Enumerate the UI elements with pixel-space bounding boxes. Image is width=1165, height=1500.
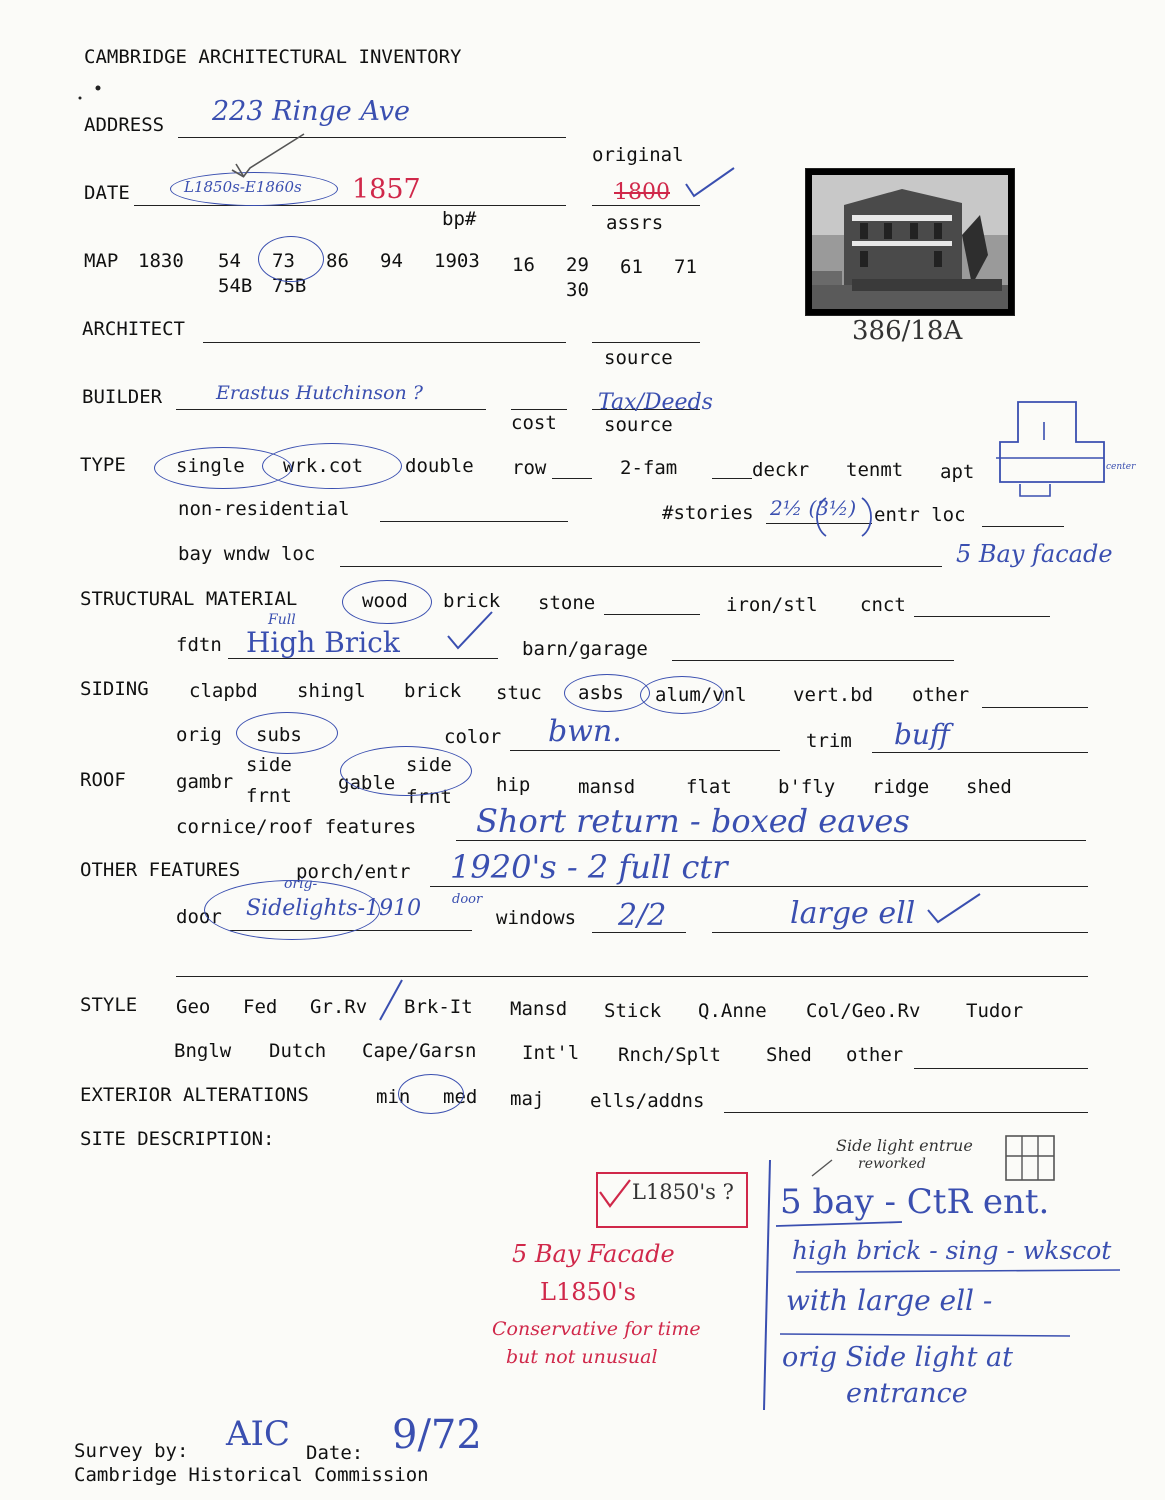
row-line	[552, 478, 592, 479]
trim-line	[872, 752, 1088, 753]
type-label: TYPE	[80, 454, 126, 476]
map-94: 94	[380, 250, 403, 272]
hw-windows-extra: large ell	[790, 896, 916, 931]
source2-label: source	[604, 414, 673, 436]
hw-address: 223 Ringe Ave	[212, 96, 410, 127]
struct-cnct: cnct	[860, 594, 906, 616]
style-other-line	[914, 1068, 1088, 1069]
date-label: DATE	[84, 182, 130, 204]
hw-fdtn-full: Full	[268, 612, 296, 628]
map-1830: 1830	[138, 250, 184, 272]
style-fed: Fed	[243, 996, 278, 1018]
style-geo: Geo	[176, 996, 211, 1018]
hw-door-orig: orig-	[284, 876, 318, 892]
survey-date-label: Date:	[306, 1442, 364, 1464]
type-apt: apt	[940, 461, 975, 483]
architect-line	[203, 342, 566, 343]
site-label: SITE DESCRIPTION:	[80, 1128, 275, 1150]
porch-line	[430, 886, 1088, 887]
map-54: 54	[218, 250, 241, 272]
struct-stone: stone	[538, 592, 596, 614]
style-brkit: Brk-It	[404, 996, 473, 1018]
subs-label: subs	[256, 724, 302, 746]
architect-label: ARCHITECT	[82, 318, 185, 340]
cornice-label: cornice/roof features	[176, 816, 417, 838]
style-tudor: Tudor	[966, 1000, 1024, 1022]
siding-vert: vert.bd	[793, 684, 874, 706]
style-dutch: Dutch	[269, 1040, 327, 1062]
source-label: source	[604, 347, 673, 369]
red-note-4: but not unusual	[506, 1346, 658, 1368]
blue-note-3: with large ell -	[786, 1284, 993, 1317]
trim-label: trim	[806, 730, 852, 752]
map-label: MAP	[84, 250, 119, 272]
circle-subs	[236, 712, 338, 754]
builder-label: BUILDER	[82, 386, 163, 408]
struct-wood: wood	[362, 590, 408, 612]
color-label: color	[444, 726, 502, 748]
cornice-line	[456, 840, 1086, 841]
hw-builder-source: Tax/Deeds	[598, 390, 713, 415]
style-stick: Stick	[604, 1000, 662, 1022]
circle-med	[398, 1074, 464, 1114]
hw-facade: 5 Bay facade	[956, 540, 1113, 568]
builder-line	[176, 409, 486, 410]
hw-trim: buff	[894, 718, 950, 751]
sidelight-note-1: Side light entrue	[836, 1136, 973, 1155]
alt-med: med	[443, 1086, 478, 1108]
hw-survey-by: AIC	[226, 1414, 290, 1454]
deckr-line	[712, 478, 752, 479]
type-tenmt: tenmt	[846, 459, 904, 481]
hw-date-range: L1850s-E1860s	[184, 178, 302, 196]
blue-note-5: entrance	[846, 1378, 968, 1409]
original-label: original	[592, 144, 684, 166]
siding-other: other	[912, 684, 970, 706]
circle-wrk-cot	[262, 443, 402, 489]
date-range-oval	[170, 172, 338, 206]
style-cape: Cape/Garsn	[362, 1040, 477, 1062]
door-label: door	[176, 906, 222, 928]
windows-extra-line	[712, 932, 1088, 933]
other-features-label: OTHER FEATURES	[80, 859, 241, 881]
red-note-3: Conservative for time	[492, 1318, 701, 1340]
roof-ridge: ridge	[872, 776, 930, 798]
alt-ells: ells/addns	[590, 1090, 705, 1112]
siding-brick: brick	[404, 680, 462, 702]
type-single: single	[176, 455, 245, 477]
commission-label: Cambridge Historical Commission	[74, 1464, 429, 1486]
hw-door-sup: door	[452, 892, 483, 907]
siding-asbs: asbs	[578, 682, 624, 704]
type-row: row	[512, 457, 547, 479]
roof-gambr: gambr	[176, 771, 234, 793]
alt-maj: maj	[510, 1088, 545, 1110]
alterations-label: EXTERIOR ALTERATIONS	[80, 1084, 309, 1106]
architect-source-line	[592, 342, 700, 343]
hw-stories: 2½ (3½)	[770, 496, 857, 520]
type-wrk-cot: wrk.cot	[283, 455, 364, 477]
siding-shingl: shingl	[297, 680, 366, 702]
hw-color: bwn.	[548, 714, 622, 749]
nonres-label: non-residential	[178, 498, 350, 520]
style-label: STYLE	[80, 994, 138, 1016]
type-double: double	[405, 455, 474, 477]
blue-note-2: high brick - sing - wkscot	[792, 1236, 1112, 1265]
siding-label: SIDING	[80, 678, 149, 700]
extra-line	[176, 976, 1088, 977]
map-1903: 1903	[434, 250, 480, 272]
circle-gable	[340, 746, 472, 796]
map-29: 29	[566, 254, 589, 276]
windows-label: windows	[496, 907, 577, 929]
style-colgeo: Col/Geo.Rv	[806, 1000, 921, 1022]
map-71: 71	[674, 256, 697, 278]
style-intl: Int'l	[522, 1042, 580, 1064]
alt-ells-line	[724, 1112, 1088, 1113]
style-shed: Shed	[766, 1044, 812, 1066]
style-grrv: Gr.Rv	[310, 996, 368, 1018]
map-16: 16	[512, 254, 535, 276]
circle-alum	[640, 676, 724, 714]
roof-frnt-1: frnt	[246, 785, 292, 807]
alt-min: min	[376, 1086, 411, 1108]
roof-gable: gable	[338, 772, 396, 794]
hw-porch: 1920's - 2 full ctr	[450, 848, 728, 886]
cnct-line	[914, 616, 1050, 617]
color-line	[510, 750, 780, 751]
style-mansd: Mansd	[510, 998, 568, 1020]
bp-label: bp#	[442, 208, 477, 230]
siding-other-line	[982, 707, 1088, 708]
hw-red-box: L1850's ?	[632, 1180, 734, 1204]
bay-line	[340, 566, 942, 567]
circle-door	[204, 880, 380, 940]
porch-label: porch/entr	[296, 861, 411, 883]
bay-label: bay wndw loc	[178, 543, 316, 565]
map-54b: 54B	[218, 275, 253, 297]
map-61: 61	[620, 256, 643, 278]
stone-line	[604, 614, 700, 615]
hw-photo-id: 386/18A	[852, 316, 963, 346]
map-30: 30	[566, 279, 589, 301]
siding-clapbd: clapbd	[189, 680, 258, 702]
hw-orig-crossed: 1800	[614, 180, 670, 205]
style-bnglw: Bnglw	[174, 1040, 232, 1062]
siding-stuc: stuc	[496, 682, 542, 704]
hw-survey-date: 9/72	[392, 1412, 482, 1458]
struct-brick: brick	[443, 590, 501, 612]
roof-frnt-2: frnt	[406, 786, 452, 808]
roof-mansd: mansd	[578, 776, 636, 798]
hw-windows: 2/2	[618, 898, 667, 933]
circle-map-73	[258, 236, 324, 282]
orig-label: orig	[176, 724, 222, 746]
roof-flat: flat	[686, 776, 732, 798]
type-2fam: 2-fam	[620, 457, 678, 479]
hw-builder: Erastus Hutchinson ?	[216, 382, 423, 404]
roof-label: ROOF	[80, 769, 126, 791]
map-75b: 75B	[272, 275, 307, 297]
cost-line	[511, 409, 567, 410]
entr-loc-label: entr loc	[874, 504, 966, 526]
hw-date-year: 1857	[352, 174, 421, 205]
style-qanne: Q.Anne	[698, 1000, 767, 1022]
type-deckr: deckr	[752, 459, 810, 481]
entr-loc-line	[982, 526, 1064, 527]
style-rnch: Rnch/Splt	[618, 1044, 721, 1066]
cost-label: cost	[511, 412, 557, 434]
blue-note-1: 5 bay - CtR ent.	[780, 1182, 1050, 1222]
hw-plan-note: center	[1106, 462, 1136, 472]
circle-wood	[342, 580, 432, 624]
red-note-2: L1850's	[540, 1278, 636, 1306]
date-line	[134, 205, 566, 206]
struct-iron: iron/stl	[726, 594, 818, 616]
structural-label: STRUCTURAL MATERIAL	[80, 588, 298, 610]
hw-door: Sidelights-1910	[246, 896, 422, 921]
fdtn-label: fdtn	[176, 634, 222, 656]
blue-note-4: orig Side light at	[782, 1342, 1013, 1373]
map-86: 86	[326, 250, 349, 272]
hw-fdtn: High Brick	[246, 626, 400, 659]
address-label: ADDRESS	[84, 114, 165, 136]
red-note-1: 5 Bay Facade	[512, 1240, 675, 1268]
sidelight-note-2: reworked	[858, 1156, 926, 1172]
survey-label: Survey by:	[74, 1440, 189, 1462]
map-73: 73	[272, 250, 295, 272]
barn-line	[672, 660, 954, 661]
assrs-label: assrs	[606, 212, 664, 234]
siding-alum: alum/vnl	[655, 684, 747, 706]
address-line	[178, 137, 566, 138]
circle-asbs	[564, 674, 650, 712]
form-title: CAMBRIDGE ARCHITECTURAL INVENTORY	[84, 46, 462, 68]
roof-bfly: b'fly	[778, 776, 836, 798]
house-photo	[805, 168, 1015, 316]
original-line	[592, 205, 700, 206]
nonres-line	[380, 521, 568, 522]
hw-cornice: Short return - boxed eaves	[476, 802, 910, 840]
roof-side-1: side	[246, 754, 292, 776]
roof-hip: hip	[496, 774, 531, 796]
stories-label: #stories	[662, 502, 754, 524]
style-other: other	[846, 1044, 904, 1066]
barn-label: barn/garage	[522, 638, 648, 660]
stories-line	[766, 523, 872, 524]
roof-side-2: side	[406, 754, 452, 776]
roof-shed: shed	[966, 776, 1012, 798]
